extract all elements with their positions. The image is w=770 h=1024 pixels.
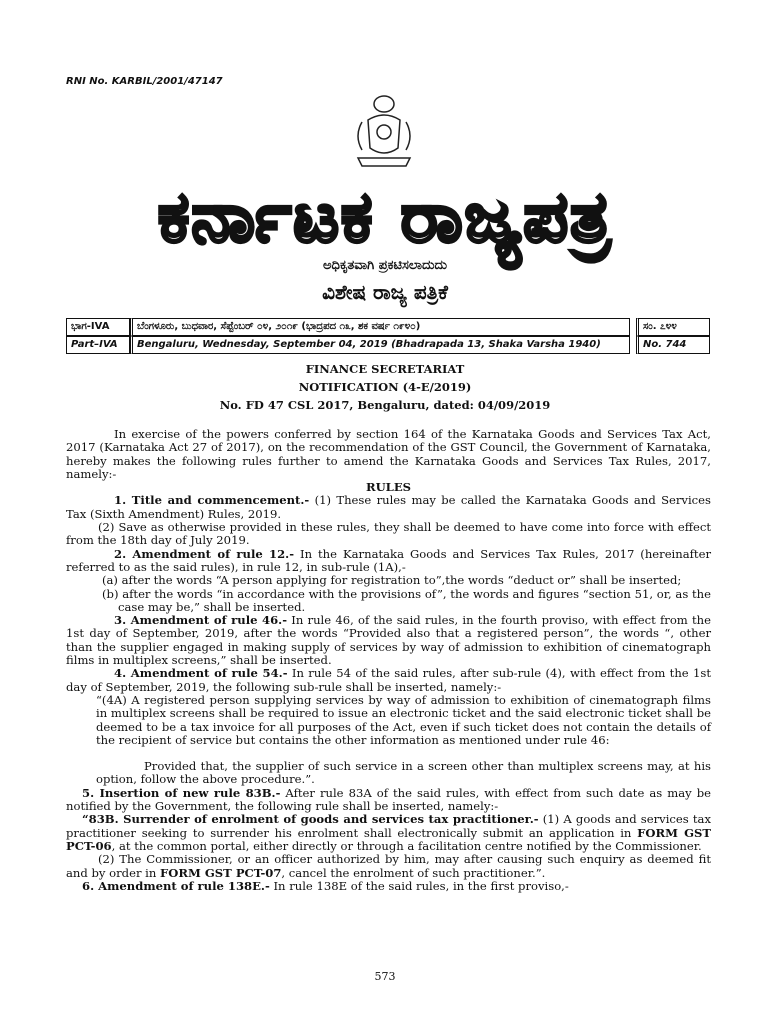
rule-4a-proviso: Provided that, the supplier of such service in a screen other than multiplex screens may, at his option, follow the above procedure.”.	[96, 759, 711, 787]
rule-5-text: After rule 83A of the said rules, with effect from such date as may be notified by the Government, the following rule shall be inserted, namely:-	[66, 785, 711, 814]
page-number: 573	[374, 970, 396, 983]
rule-83b-sub-2	[66, 853, 711, 880]
date-english: Bengaluru, Wednesday, September 04, 2019 (Bhadrapada 13, Shaka Varsha 1940)	[130, 336, 630, 354]
rule-6	[66, 880, 711, 893]
rules-heading: RULES	[365, 480, 412, 495]
rule-4	[66, 667, 711, 694]
rule-1	[66, 494, 711, 521]
rule-83b-text-a: (1) A goods and services tax practitioner seeking to surrender his enrolment shall electronically submit an application in	[66, 812, 711, 840]
intro-paragraph: In exercise of the powers conferred by section 164 of the Karnataka Goods and Services Tax Act, 2017 (Karnataka Act 27 of 2017), on the recommendation of the GST Council, the Government of Karnataka, hereby makes the following rules further to amend the Karnataka Goods and Services Tax Rules, 2017, namely:-	[66, 427, 711, 481]
rule-83b-text-b: , at the common portal, either directly or through a facilitation centre notified by the Commissioner.	[111, 838, 702, 853]
part-kannada: ಭಾಗ-IVA	[66, 318, 130, 336]
rule-83b	[66, 813, 711, 853]
masthead-subtitle: ಅಧಿಕೃತವಾಗಿ ಪ್ರಕಟಿಸಲಾದುದು	[322, 258, 448, 273]
rni-number: RNI No. KARBIL/2001/47147	[66, 76, 223, 87]
rule-83b-form: FORM GST PCT-06	[66, 825, 711, 853]
rule-1-text: (1) These rules may be called the Karnataka Goods and Services Tax (Sixth Amendment) Rules, 2019.	[66, 493, 711, 521]
issue-no-english: No. 744	[636, 336, 710, 354]
rule-83b-sub-2-text-b: , cancel the enrolment of such practitioner.”.	[281, 865, 546, 880]
rule-83b-title: “83B. Surrender of enrolment of goods and services tax practitioner.-	[82, 812, 539, 827]
gazette-header-table	[66, 318, 710, 354]
notification-reference: No. FD 47 CSL 2017, Bengaluru, dated: 04/09/2019	[219, 398, 551, 412]
rule-2-clause-a: (a) after the words “A person applying for registration to”,the words “deduct or” shall be inserted;	[102, 573, 682, 588]
date-kannada: ಬೆಂಗಳೂರು, ಬುಧವಾರ, ಸೆಪ್ಟೆಂಬರ್ ೦೪, ೨೦೧೯ (ಭಾದ್ರಪದ ೧೩, ಶಕ ವರ್ಷ ೧೯೪೦)	[130, 318, 630, 336]
rule-83b-sub-2-form: FORM GST PCT-07	[160, 865, 282, 880]
rule-4-text: In rule 54 of the said rules, after sub-rule (4), with effect from the 1st day of September, 2019, the following sub-rule shall be inserted, namely:-	[66, 666, 712, 694]
rule-3-title: 3. Amendment of rule 46.-	[114, 613, 288, 628]
rule-1-title: 1. Title and commencement.-	[114, 493, 310, 508]
department-heading: FINANCE SECRETARIAT	[305, 362, 465, 376]
rule-3	[66, 614, 711, 667]
state-emblem-icon	[348, 92, 420, 170]
rule-5	[66, 787, 711, 814]
masthead-edition: ವಿಶೇಷ ರಾಜ್ಯ ಪತ್ರಿಕೆ	[322, 280, 448, 304]
rule-5-title: 5. Insertion of new rule 83B.-	[82, 785, 281, 800]
rule-1-sub-2: (2) Save as otherwise provided in these rules, they shall be deemed to have come into force with effect from the 18th day of July 2019.	[66, 520, 711, 548]
notification-heading: NOTIFICATION (4-E/2019)	[298, 380, 472, 394]
gazette-masthead: ಕರ್ನಾಟಕ ರಾಜ್ಯಪತ್ರ	[157, 176, 613, 258]
rule-2-text: In the Karnataka Goods and Services Tax Rules, 2017 (hereinafter referred to as the said rules), in rule 12, in sub-rule (1A),-	[66, 546, 711, 574]
issue-no-kannada: ಸಂ. ೭೪೪	[636, 318, 710, 336]
rule-4-title: 4. Amendment of rule 54.-	[114, 666, 288, 681]
rule-3-text: In rule 46, of the said rules, in the fourth proviso, with effect from the 1st day of September, 2019, after the words “Provided also that a registered person”, the words “, other than the supplier engaged in making supply of services by way of admission to exhibition of cinematograph films in multiplex screens,” shall be inserted.	[66, 613, 712, 668]
rule-2	[66, 548, 711, 575]
rule-2-title: 2. Amendment of rule 12.-	[114, 546, 295, 561]
rule-83b-sub-2-text-a: (2) The Commissioner, or an officer authorized by him, may after causing such enquiry as deemed fit and by order in	[66, 852, 711, 880]
part-english: Part–IVA	[66, 336, 130, 354]
rule-6-text: In rule 138E of the said rules, in the first proviso,-	[269, 878, 569, 893]
rule-2-clause-b: (b) after the words “in accordance with the provisions of”, the words and figures “section 51, or, as the case may be,” shall be inserted.	[102, 586, 711, 614]
rule-4a-quote: “(4A) A registered person supplying services by way of admission to exhibition of cinematograph films in multiplex screens shall be required to issue an electronic ticket and the said electronic ticket shall be deemed to be a tax invoice for all purposes of the Act, even if such ticket does not contain the details of the recipient of service but contains the other information as mentioned under rule 46:	[96, 692, 711, 747]
notification-body	[66, 428, 711, 893]
rule-6-title: 6. Amendment of rule 138E.-	[82, 878, 270, 893]
